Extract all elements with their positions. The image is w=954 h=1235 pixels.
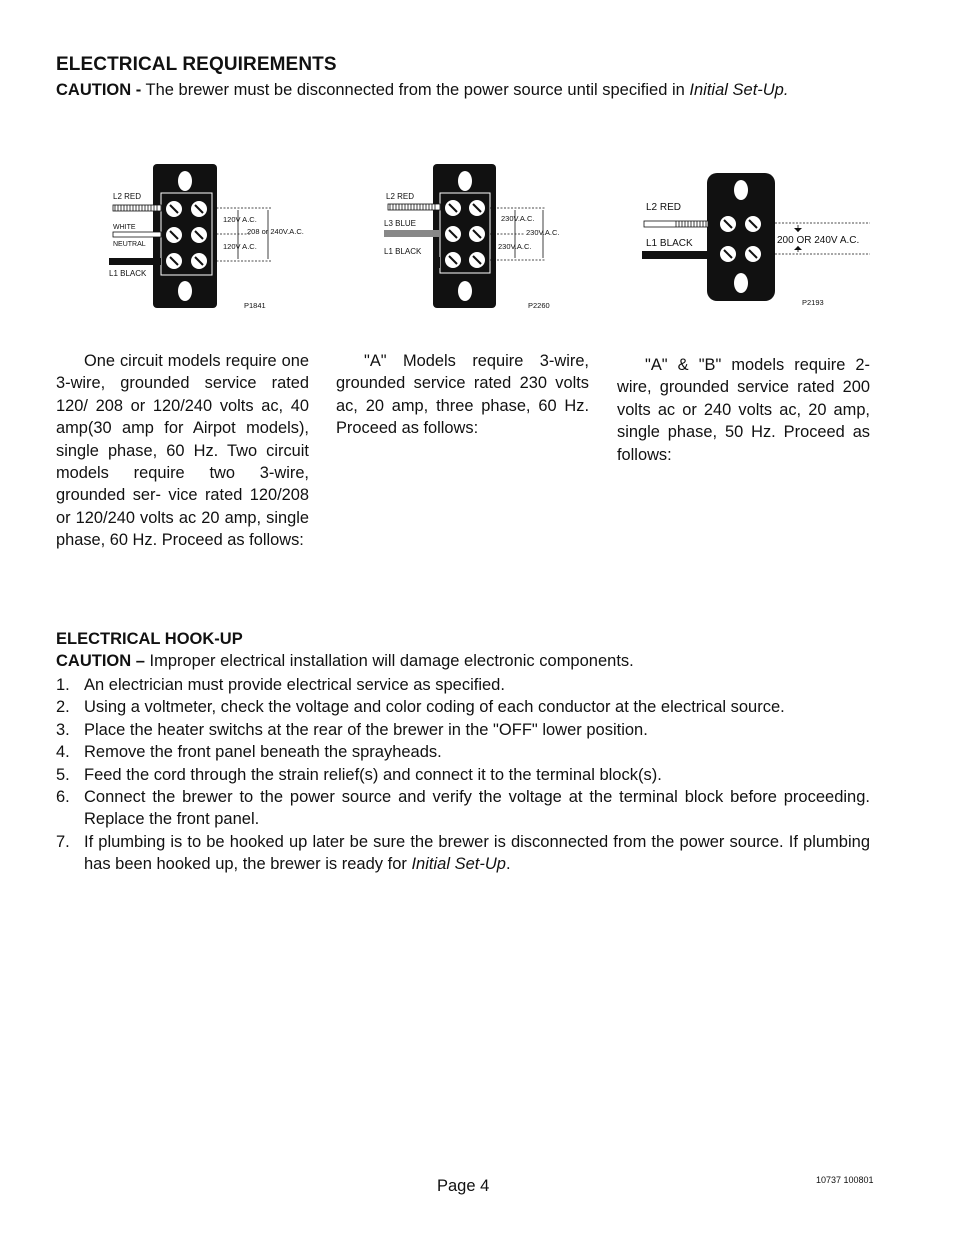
voltage-label-across: 230V.A.C. [526, 228, 560, 237]
section-title-electrical-hookup: ELECTRICAL HOOK-UP [56, 630, 243, 648]
step-item [56, 696, 870, 718]
step-number: 1. [56, 676, 70, 694]
wiring-diagram-p2260 [380, 160, 560, 312]
caution-text: The brewer must be disconnected from the power source until specified in [141, 81, 690, 99]
voltage-label-bottom: 120V A.C. [223, 242, 257, 251]
step-number: 5. [56, 765, 70, 784]
step-text: Remove the front panel beneath the sprayheads. [84, 743, 442, 762]
caution-text: Improper electrical installation will damage electronic components. [144, 652, 634, 670]
step-text: Connect the brewer to the power source and verify the voltage at the terminal block before proceeding. Replace the front panel. [84, 788, 870, 829]
wire-label-l1-black: L1 BLACK [109, 269, 147, 278]
step-number: 2. [56, 698, 70, 717]
diagram-code: P2193 [802, 298, 824, 307]
step-number: 6. [56, 788, 70, 807]
wire-label-l1-black: L1 BLACK [646, 238, 693, 249]
wire-label-l1-black: L1 BLACK [384, 247, 422, 256]
section-title-electrical-requirements: ELECTRICAL REQUIREMENTS [56, 54, 337, 75]
step-text: An electrician must provide electrical service as specified. [84, 676, 505, 694]
voltage-label-top: 120V A.C. [223, 215, 257, 224]
step-item [56, 719, 870, 741]
caution-label: CAUTION – [56, 652, 145, 670]
column-text-a-b-models [617, 354, 870, 466]
caution-notice-hookup [56, 652, 634, 671]
caution-notice [56, 81, 788, 100]
column-text-a-models [336, 350, 589, 440]
step-number: 4. [56, 743, 70, 762]
step-item [56, 741, 870, 763]
wire-label-neutral: NEUTRAL [113, 241, 146, 248]
diagram-code: P1841 [244, 301, 266, 310]
wiring-diagram-p1841 [105, 160, 325, 312]
voltage-label: 200 OR 240V A.C. [777, 235, 860, 246]
step-text: Place the heater switchs at the rear of the brewer in the "OFF" lower position. [84, 720, 648, 739]
voltage-label-across: 208 or 240V.A.C. [247, 227, 304, 236]
step-item [56, 786, 870, 831]
column-paragraph: One circuit models require one 3-wire, grounded service rated 120/ 208 or 120/240 volts ac, 40 amp(30 amp for Airpot models), single phase, 60 Hz. Two circuit models require two 3-wire, grounded ser- vice rated 120/208 or 120/240 volts ac 20 amp, single phase, 60 Hz. Proceed as follows: [56, 352, 309, 550]
column-paragraph: "A" Models require 3-wire, grounded service rated 230 volts ac, 20 amp, three phase, 60 Hz. Proceed as follows: [336, 352, 589, 438]
step-item [56, 764, 870, 786]
wire-label-white: WHITE [113, 224, 136, 231]
wire-label-l2-red: L2 RED [646, 202, 682, 213]
step-item [56, 831, 870, 876]
step-item [56, 674, 870, 696]
step-number: 7. [56, 832, 70, 851]
column-paragraph: "A" & "B" models require 2-wire, grounded service rated 200 volts ac or 240 volts ac, 20 amp, single phase, 50 Hz. Proceed as follows: [617, 356, 870, 464]
column-text-one-circuit [56, 350, 309, 552]
wire-label-l3-blue: L3 BLUE [384, 219, 417, 228]
caution-label: CAUTION - [56, 81, 142, 99]
wire-label-l2-red: L2 RED [113, 192, 142, 201]
document-code: 10737 100801 [816, 1175, 874, 1185]
caution-italic: Initial Set-Up. [689, 81, 789, 99]
voltage-label-top: 230V.A.C. [501, 214, 535, 223]
diagram-code: P2260 [528, 301, 550, 310]
voltage-label-bottom: 230V.A.C. [498, 242, 532, 251]
page-number: Page 4 [437, 1177, 490, 1195]
step-text: Using a voltmeter, check the voltage and color coding of each conductor at the electrical source. [84, 698, 785, 717]
step-text: If plumbing is to be hooked up later be sure the brewer is disconnected from the power source. If plumbing has been hooked up, the brewer is ready for [84, 832, 870, 874]
wire-label-l2-red: L2 RED [386, 192, 415, 201]
wiring-diagram-p2193 [640, 170, 890, 310]
step-number: 3. [56, 720, 70, 739]
step-italic: Initial Set-Up [411, 855, 506, 874]
step-tail: . [505, 855, 511, 874]
hookup-steps-list [56, 674, 870, 876]
step-text: Feed the cord through the strain relief(s) and connect it to the terminal block(s). [84, 765, 662, 784]
